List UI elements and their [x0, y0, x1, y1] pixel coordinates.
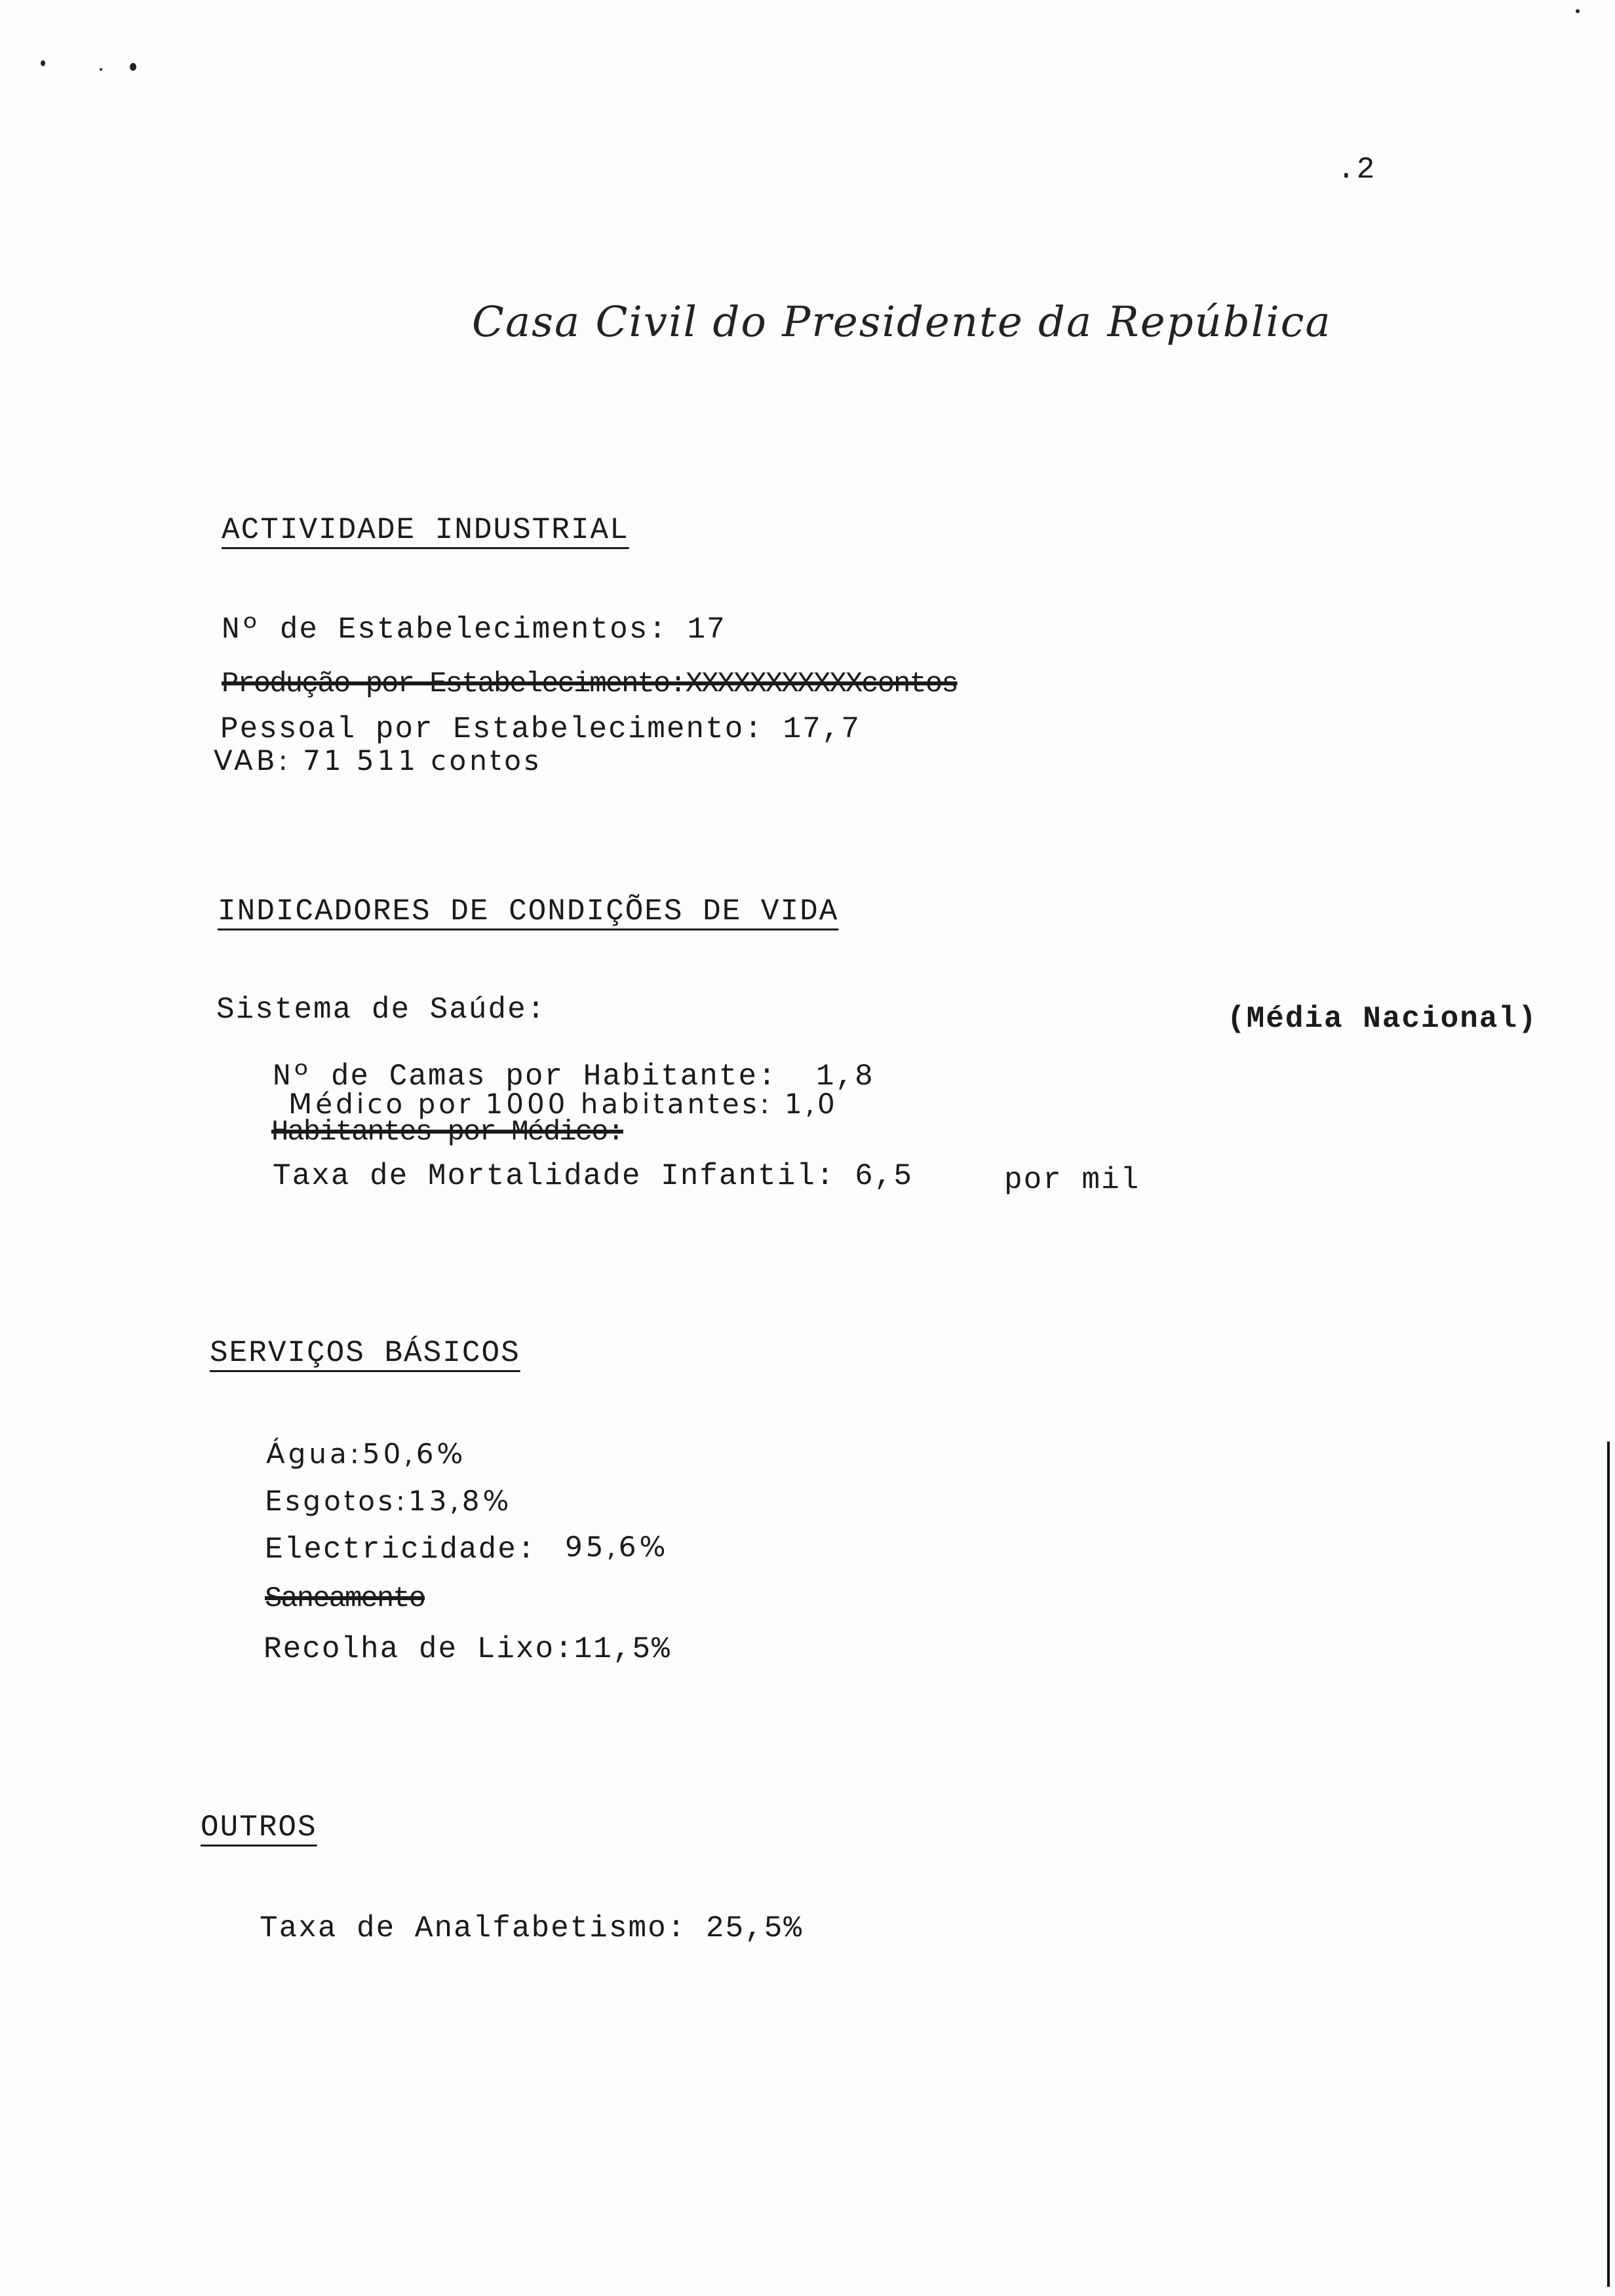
scan-edge-line	[1607, 1442, 1610, 2287]
electricity-value: 95,6%	[565, 1531, 669, 1563]
per-thousand-unit: por mil	[1004, 1163, 1140, 1197]
section-heading-living-conditions: INDICADORES DE CONDIÇÕES DE VIDA	[218, 894, 839, 928]
vab-value: VAB: 71 511 contos	[214, 744, 542, 776]
garbage-collection: Recolha de Lixo:11,5%	[263, 1632, 671, 1666]
illiteracy-rate: Taxa de Analfabetismo: 25,5%	[260, 1911, 803, 1945]
struck-out-line: Produção por Estabelecimento:XXXXXXXXXXXcontos	[222, 668, 958, 700]
scan-speck	[100, 68, 102, 71]
health-system-label: Sistema de Saúde:	[216, 993, 547, 1027]
section-heading-industrial: ACTIVIDADE INDUSTRIAL	[222, 513, 629, 547]
letterhead: Casa Civil do Presidente da República	[472, 298, 1332, 347]
scan-speck	[41, 60, 45, 66]
scan-speck	[1576, 9, 1580, 13]
establishments-count: Nº de Estabelecimentos: 17	[222, 613, 726, 647]
page-number: .2	[1337, 153, 1376, 187]
beds-per-inhabitant: Nº de Camas por Habitante: 1,8	[273, 1060, 874, 1094]
section-heading-others: OUTROS	[201, 1810, 317, 1845]
doctors-per-thousand: Médico por 1000 habitantes: 1,0	[288, 1088, 838, 1120]
struck-out-line: Habitantes por Médico:	[271, 1116, 623, 1149]
section-heading-basic-services: SERVIÇOS BÁSICOS	[210, 1336, 520, 1370]
water-coverage: Água:50,6%	[266, 1438, 467, 1470]
national-average-label: (Média Nacional)	[1227, 1002, 1538, 1036]
sewage-coverage: Esgotos:13,8%	[265, 1485, 513, 1517]
electricity-label: Electricidade:	[265, 1533, 537, 1567]
staff-per-establishment: Pessoal por Estabelecimento: 17,7	[220, 712, 861, 746]
infant-mortality-rate: Taxa de Mortalidade Infantil: 6,5	[273, 1159, 913, 1193]
scan-speck	[130, 63, 136, 71]
struck-out-line: Saneamento	[265, 1582, 425, 1615]
